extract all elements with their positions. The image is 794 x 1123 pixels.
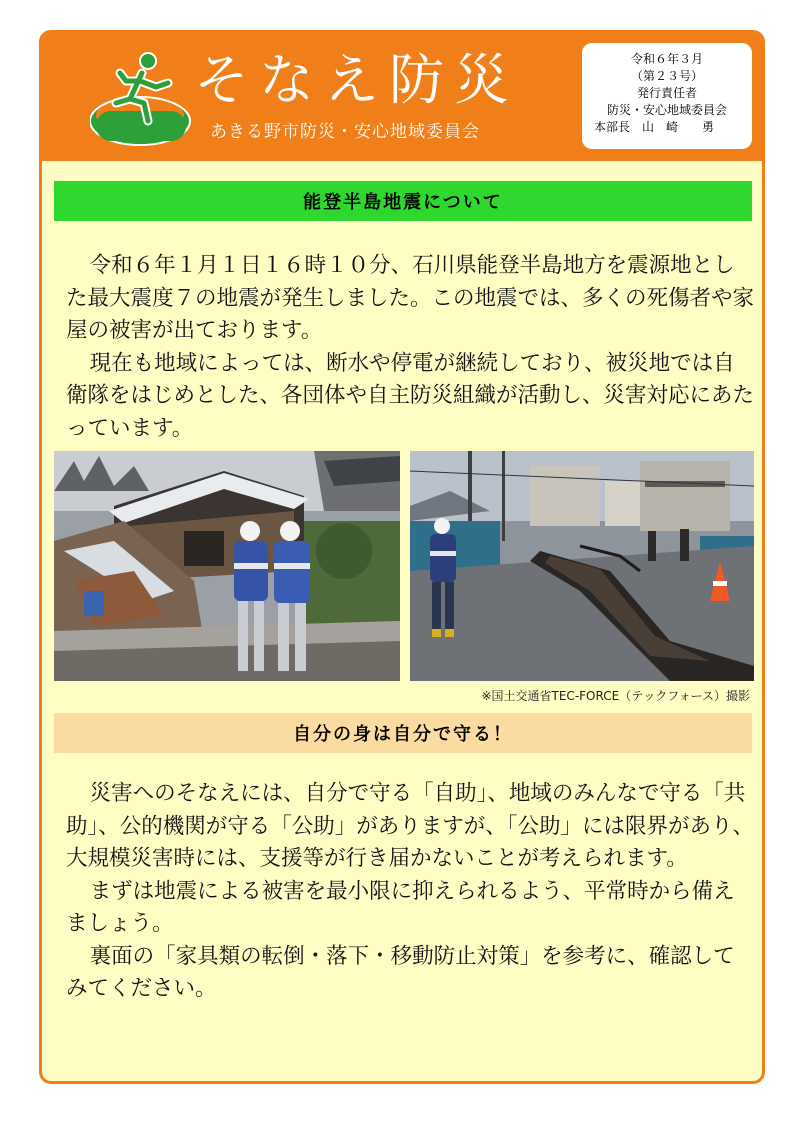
publisher-chief: 本部長 山 崎 勇	[594, 120, 715, 134]
paragraph: 裏面の「家具類の転倒・落下・移動防止対策」を参考に、確認してみてください。	[66, 943, 735, 1001]
paragraph: 災害へのそなえには、自分で守る「自助」、地域のみんなで守る「共助」、公的機関が守る「公助」がありますが、「公助」には限界があり、大規模災害時には、支援等が行き届かないことが考えられます。	[66, 781, 755, 871]
publisher-committee: 防災・安心地域委員会	[606, 103, 727, 117]
header-banner	[42, 33, 762, 161]
issue-info-box	[582, 43, 752, 149]
running-person-logo-icon	[90, 51, 194, 147]
photo-caption: ※国土交通省TEC-FORCE（テックフォース）撮影	[481, 689, 750, 703]
section-heading-self-help: 自分の身は自分で守る！	[54, 713, 752, 753]
paragraph: 現在も地域によっては、断水や停電が継続しており、被災地では自衛隊をはじめとした、各団体や自主防災組織が活動し、災害対応にあたっています。	[66, 350, 755, 441]
paragraph: 令和６年１月１日１６時１０分、石川県能登半島地方を震源地とした最大震度７の地震が発生しました。この地震では、多くの死傷者や家屋の被害が出ております。	[66, 253, 755, 343]
section-body-self-help	[66, 778, 756, 1006]
newsletter-subtitle: あきる野市防災・安心地域委員会	[210, 122, 480, 142]
section-heading-noto: 能登半島地震について	[54, 181, 752, 221]
paragraph: まずは地震による被害を最小限に抑えられるよう、平常時から備えましょう。	[66, 878, 735, 936]
section-body-noto	[66, 250, 756, 445]
issue-number: （第２３号）	[630, 69, 703, 83]
collapsed-house-photo	[54, 451, 400, 681]
publisher-label: 発行責任者	[636, 86, 697, 100]
newsletter-title: そなえ防災	[194, 48, 520, 112]
newsletter-frame	[39, 30, 765, 1084]
cracked-road-photo	[410, 451, 754, 681]
issue-date: 令和６年３月	[630, 52, 703, 66]
